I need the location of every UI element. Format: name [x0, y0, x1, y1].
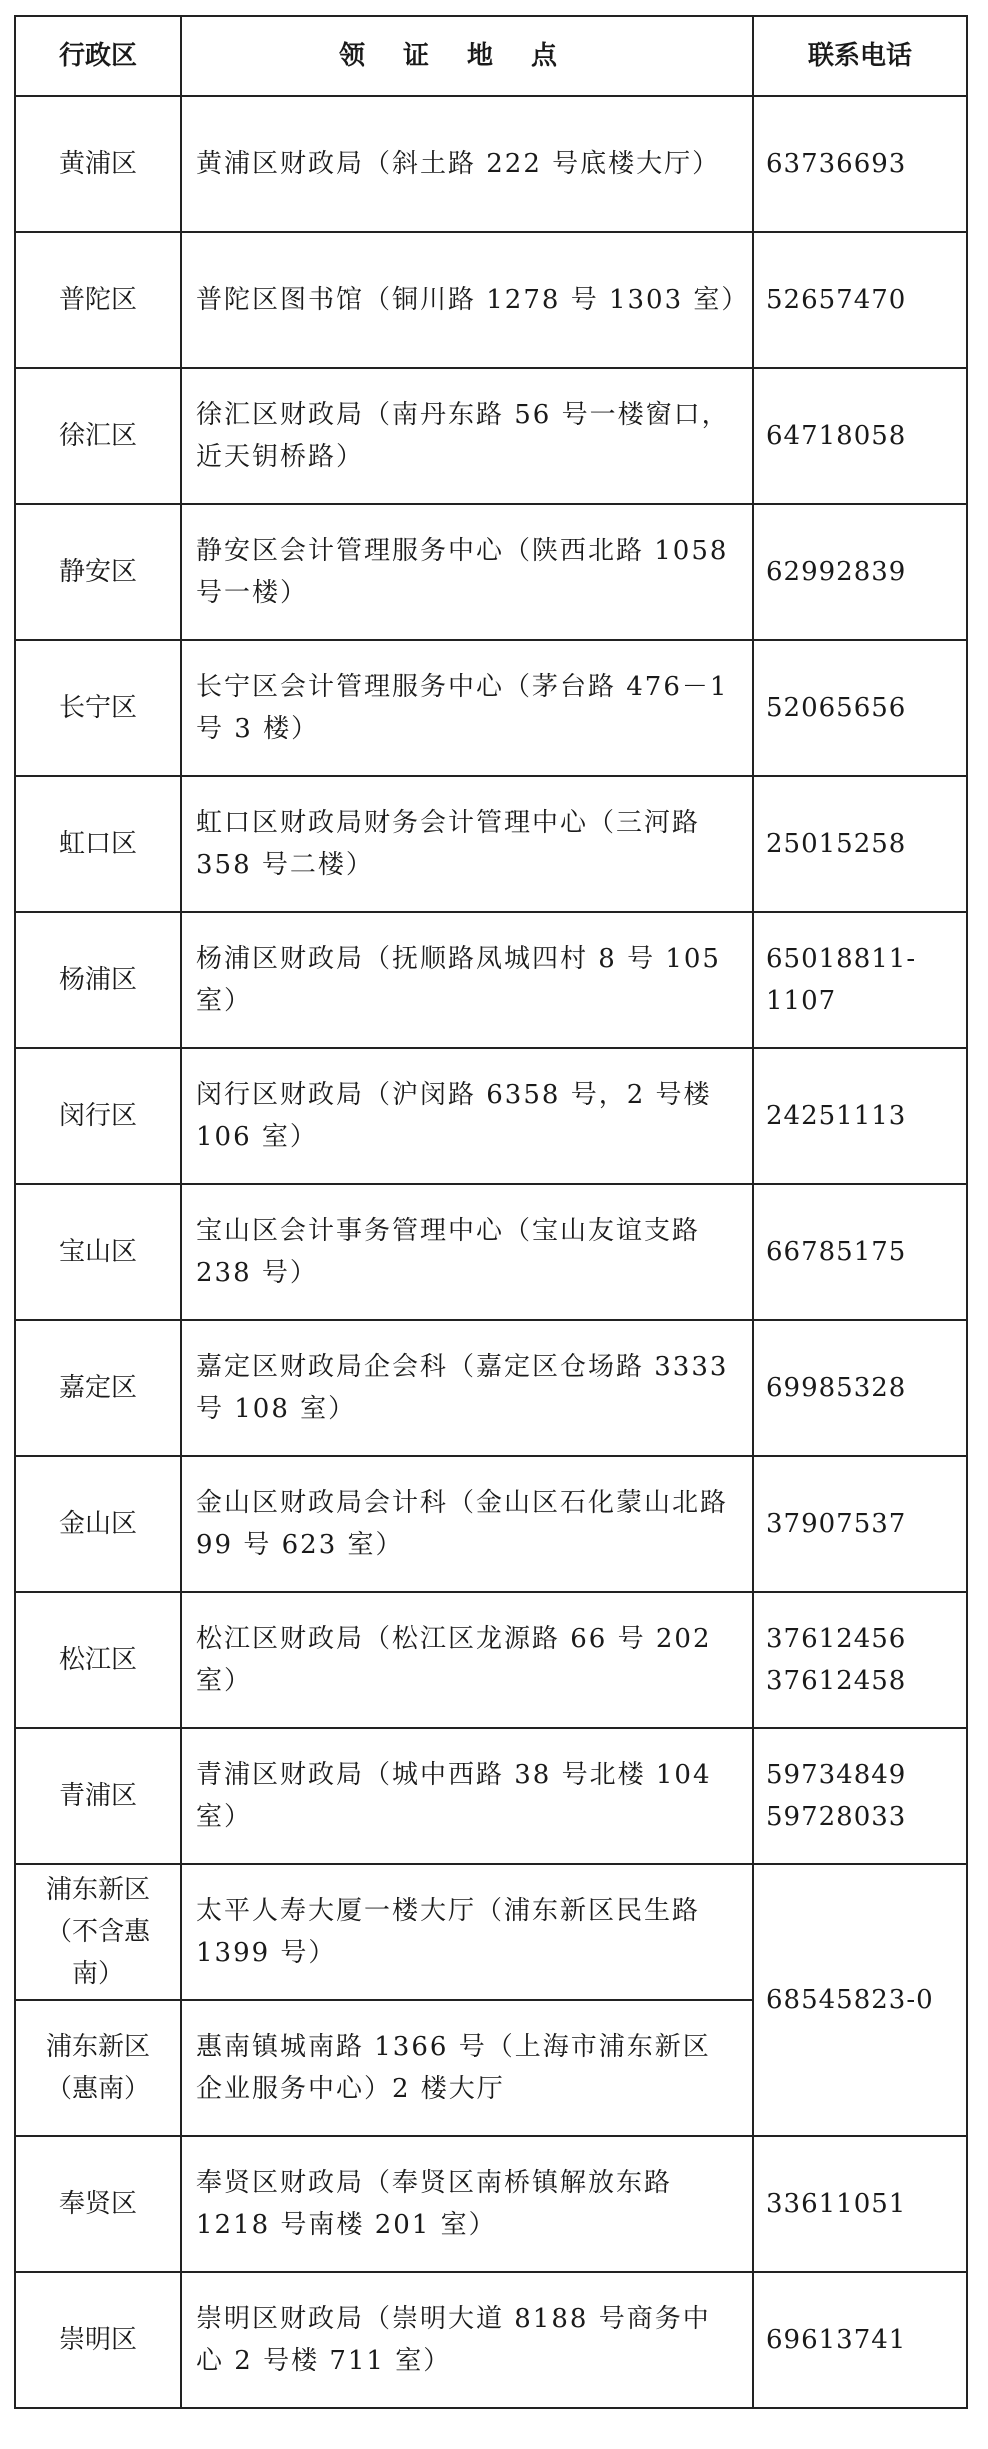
phone-number: 37907537 [766, 1508, 907, 1539]
address-cell: 太平人寿大厦一楼大厅（浦东新区民生路 1399 号） [181, 1864, 753, 2000]
phone-number: 24251113 [766, 1100, 907, 1131]
table-row [15, 2272, 967, 2408]
phone-number: 52065656 [766, 692, 907, 723]
table-row [15, 368, 967, 504]
phone-number: 37612456 [766, 1623, 907, 1654]
district-cell: 杨浦区 [15, 912, 181, 1048]
table-row [15, 776, 967, 912]
phone-cell [753, 504, 967, 640]
header-phone: 联系电话 [753, 16, 967, 96]
address-cell: 金山区财政局会计科（金山区石化蒙山北路 99 号 623 室） [181, 1456, 753, 1592]
phone-cell [753, 912, 967, 1048]
district-cell: 虹口区 [15, 776, 181, 912]
address-cell: 嘉定区财政局企会科（嘉定区仓场路 3333 号 108 室） [181, 1320, 753, 1456]
district-cell: 奉贤区 [15, 2136, 181, 2272]
district-cell: 宝山区 [15, 1184, 181, 1320]
phone-cell [753, 1728, 967, 1864]
phone-cell [753, 232, 967, 368]
phone-number: 59734849 [766, 1759, 907, 1790]
certificate-location-table [14, 15, 968, 2409]
district-cell: 松江区 [15, 1592, 181, 1728]
district-cell: 闵行区 [15, 1048, 181, 1184]
table-row [15, 1728, 967, 1864]
district-cell: 嘉定区 [15, 1320, 181, 1456]
phone-number: 64718058 [766, 420, 907, 451]
table-row [15, 1184, 967, 1320]
phone-number: 66785175 [766, 1236, 907, 1267]
header-row [15, 16, 967, 96]
table-row [15, 1864, 967, 2000]
address-cell: 黄浦区财政局（斜土路 222 号底楼大厅） [181, 96, 753, 232]
phone-cell [753, 1320, 967, 1456]
address-cell: 松江区财政局（松江区龙源路 66 号 202 室） [181, 1592, 753, 1728]
phone-number: 69985328 [766, 1372, 907, 1403]
address-cell: 奉贤区财政局（奉贤区南桥镇解放东路 1218 号南楼 201 室） [181, 2136, 753, 2272]
phone-number: 63736693 [766, 148, 907, 179]
district-cell: 崇明区 [15, 2272, 181, 2408]
phone-cell [753, 1184, 967, 1320]
district-cell: 徐汇区 [15, 368, 181, 504]
phone-number: 65018811-1107 [766, 943, 917, 1016]
address-cell: 普陀区图书馆（铜川路 1278 号 1303 室） [181, 232, 753, 368]
table-row [15, 96, 967, 232]
table-row [15, 912, 967, 1048]
address-cell: 青浦区财政局（城中西路 38 号北楼 104 室） [181, 1728, 753, 1864]
phone-cell [753, 1048, 967, 1184]
district-cell: 长宁区 [15, 640, 181, 776]
address-cell: 虹口区财政局财务会计管理中心（三河路 358 号二楼） [181, 776, 753, 912]
phone-cell [753, 1864, 967, 2136]
phone-number: 52657470 [766, 284, 907, 315]
address-cell: 静安区会计管理服务中心（陕西北路 1058 号一楼） [181, 504, 753, 640]
address-cell: 长宁区会计管理服务中心（茅台路 476－1 号 3 楼） [181, 640, 753, 776]
phone-number: 59728033 [766, 1802, 907, 1832]
header-address: 领证地点 [181, 16, 753, 96]
address-cell: 杨浦区财政局（抚顺路凤城四村 8 号 105 室） [181, 912, 753, 1048]
phone-cell [753, 1592, 967, 1728]
phone-cell [753, 368, 967, 504]
address-cell: 崇明区财政局（崇明大道 8188 号商务中心 2 号楼 711 室） [181, 2272, 753, 2408]
address-cell: 徐汇区财政局（南丹东路 56 号一楼窗口，近天钥桥路） [181, 368, 753, 504]
district-cell: 青浦区 [15, 1728, 181, 1864]
phone-number: 69613741 [766, 2325, 907, 2356]
address-cell: 闵行区财政局（沪闵路 6358 号，2 号楼 106 室） [181, 1048, 753, 1184]
address-cell: 惠南镇城南路 1366 号（上海市浦东新区企业服务中心）2 楼大厅 [181, 2000, 753, 2136]
phone-number: 33611051 [766, 2189, 907, 2220]
phone-number: 37612458 [766, 1666, 907, 1696]
phone-cell [753, 2136, 967, 2272]
district-cell: 金山区 [15, 1456, 181, 1592]
table-row [15, 1456, 967, 1592]
district-cell: 浦东新区（惠南） [15, 2000, 181, 2136]
phone-number: 25015258 [766, 828, 907, 859]
phone-number: 68545823-0 [766, 1985, 934, 2016]
district-cell: 黄浦区 [15, 96, 181, 232]
table-row [15, 1048, 967, 1184]
table-row [15, 640, 967, 776]
phone-cell [753, 640, 967, 776]
phone-number: 62992839 [766, 556, 907, 587]
table-row [15, 232, 967, 368]
phone-cell [753, 2272, 967, 2408]
table-row [15, 1592, 967, 1728]
district-cell: 普陀区 [15, 232, 181, 368]
district-cell: 静安区 [15, 504, 181, 640]
phone-cell [753, 1456, 967, 1592]
district-cell: 浦东新区（不含惠南） [15, 1864, 181, 2000]
header-district: 行政区 [15, 16, 181, 96]
table-row [15, 1320, 967, 1456]
table-row [15, 504, 967, 640]
address-cell: 宝山区会计事务管理中心（宝山友谊支路 238 号） [181, 1184, 753, 1320]
phone-cell [753, 776, 967, 912]
phone-cell [753, 96, 967, 232]
table-row [15, 2136, 967, 2272]
